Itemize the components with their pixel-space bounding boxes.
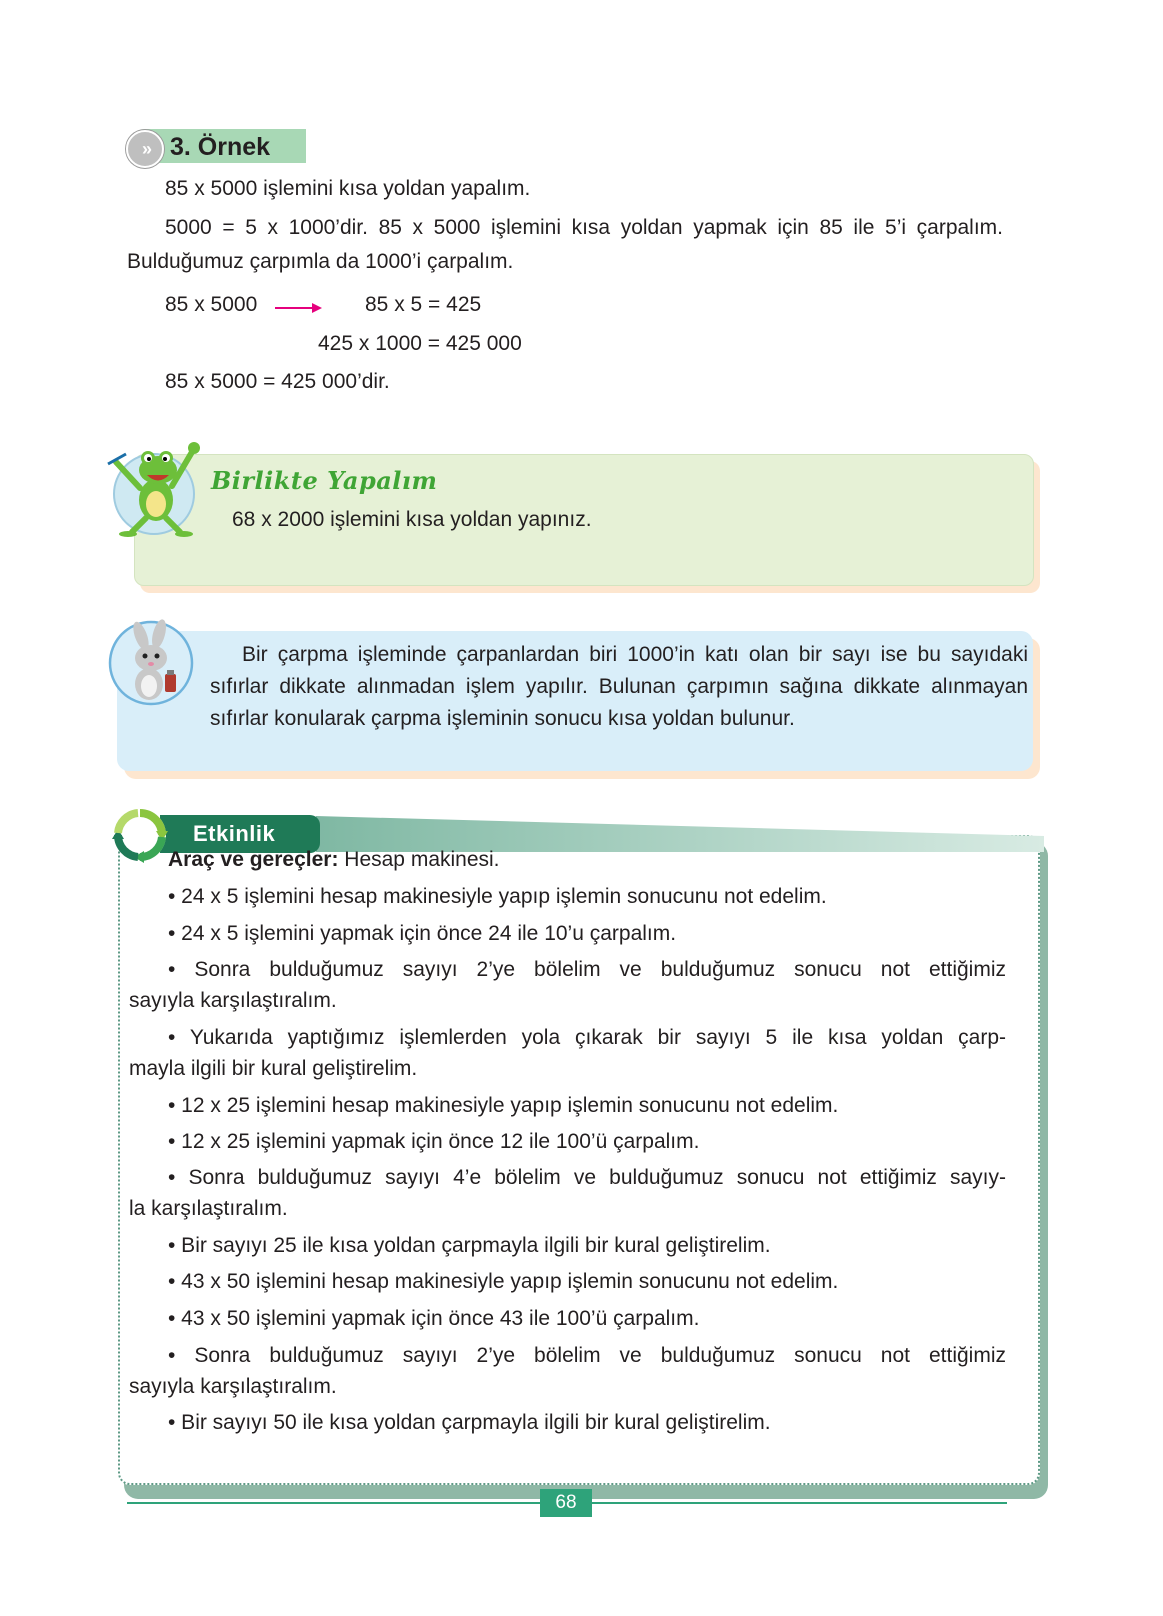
recycle-arrows-icon [112, 807, 168, 863]
frog-mascot-icon [106, 434, 206, 539]
example-title: 3. Örnek [170, 133, 271, 161]
etkinlik-item-10: • 43 x 50 işlemini yapmak için önce 43 ile 100’ü çarpalım. [168, 1307, 700, 1330]
etkinlik-item-1: • 24 x 5 işlemini hesap makinesiyle yapıp işlemin sonucunu not edelim. [168, 885, 827, 908]
etkinlik-item-7-line1: • Sonra bulduğumuz sayıyı 4’e bölelim ve bulduğumuz sonucu not ettiğimiz sayıy- [168, 1166, 1006, 1189]
page-number: 68 [555, 1492, 577, 1513]
etkinlik-title: Etkinlik [193, 821, 276, 846]
etkinlik-item-7-line2: la karşılaştıralım. [129, 1197, 288, 1220]
example-step2: 425 x 1000 = 425 000 [318, 332, 522, 355]
etkinlik-item-3-line1: • Sonra bulduğumuz sayıyı 2’ye bölelim ve bulduğumuz sonucu not ettiğimiz [168, 958, 1006, 981]
materials-label: Araç ve gereçler: [168, 848, 339, 871]
etkinlik-item-12: • Bir sayıyı 50 ile kısa yoldan çarpmayla ilgili bir kural geliştirelim. [168, 1411, 771, 1434]
etkinlik-item-5: • 12 x 25 işlemini hesap makinesiyle yapıp işlemin sonucunu not edelim. [168, 1094, 839, 1117]
info-text: Bir çarpma işleminde çarpanlardan biri 1000’in katı olan bir sayı ise bu sayıdaki sıfırlar dikkate alınmadan işlem yapılır. Bulunan çarpımın sağına dikkate alınmayan sıfırlar konularak çarpma işleminin sonucu kısa yoldan bulunur. [210, 643, 1028, 730]
birlikte-title: Birlikte Yapalım [211, 466, 438, 495]
example-explanation-line1: 5000 = 5 x 1000’dir. 85 x 5000 işlemini kısa yoldan yapmak için 85 ile 5’i çarpalım. [165, 216, 1003, 239]
example-explanation-line2: Bulduğumuz çarpımla da 1000’i çarpalım. [127, 250, 514, 273]
example-step-right: 85 x 5 = 425 [365, 293, 482, 316]
materials-value: Hesap makinesi. [338, 848, 500, 871]
etkinlik-item-3-line2: sayıyla karşılaştıralım. [129, 989, 337, 1012]
etkinlik-item-11-line2: sayıyla karşılaştıralım. [129, 1375, 337, 1398]
etkinlik-item-8: • Bir sayıyı 25 ile kısa yoldan çarpmayla ilgili bir kural geliştirelim. [168, 1234, 771, 1257]
arrow-right-icon [274, 300, 324, 314]
example-result: 85 x 5000 = 425 000’dir. [165, 370, 390, 393]
birlikte-task: 68 x 2000 işlemini kısa yoldan yapınız. [232, 508, 592, 531]
rabbit-mascot-icon [107, 618, 195, 708]
example-step-left: 85 x 5000 [165, 293, 258, 316]
etkinlik-item-4-line1: • Yukarıda yaptığımız işlemlerden yola çıkarak bir sayıyı 5 ile kısa yoldan çarp- [168, 1026, 1006, 1049]
double-chevron-right-icon: » [126, 130, 164, 168]
etkinlik-item-9: • 43 x 50 işlemini hesap makinesiyle yapıp işlemin sonucunu not edelim. [168, 1270, 839, 1293]
example-intro: 85 x 5000 işlemini kısa yoldan yapalım. [165, 177, 531, 200]
etkinlik-item-6: • 12 x 25 işlemini yapmak için önce 12 ile 100’ü çarpalım. [168, 1130, 700, 1153]
etkinlik-item-11-line1: • Sonra bulduğumuz sayıyı 2’ye bölelim ve bulduğumuz sonucu not ettiğimiz [168, 1344, 1006, 1367]
etkinlik-item-4-line2: mayla ilgili bir kural geliştirelim. [129, 1057, 418, 1080]
etkinlik-materials [168, 843, 500, 876]
etkinlik-item-2: • 24 x 5 işlemini yapmak için önce 24 ile 10’u çarpalım. [168, 922, 677, 945]
